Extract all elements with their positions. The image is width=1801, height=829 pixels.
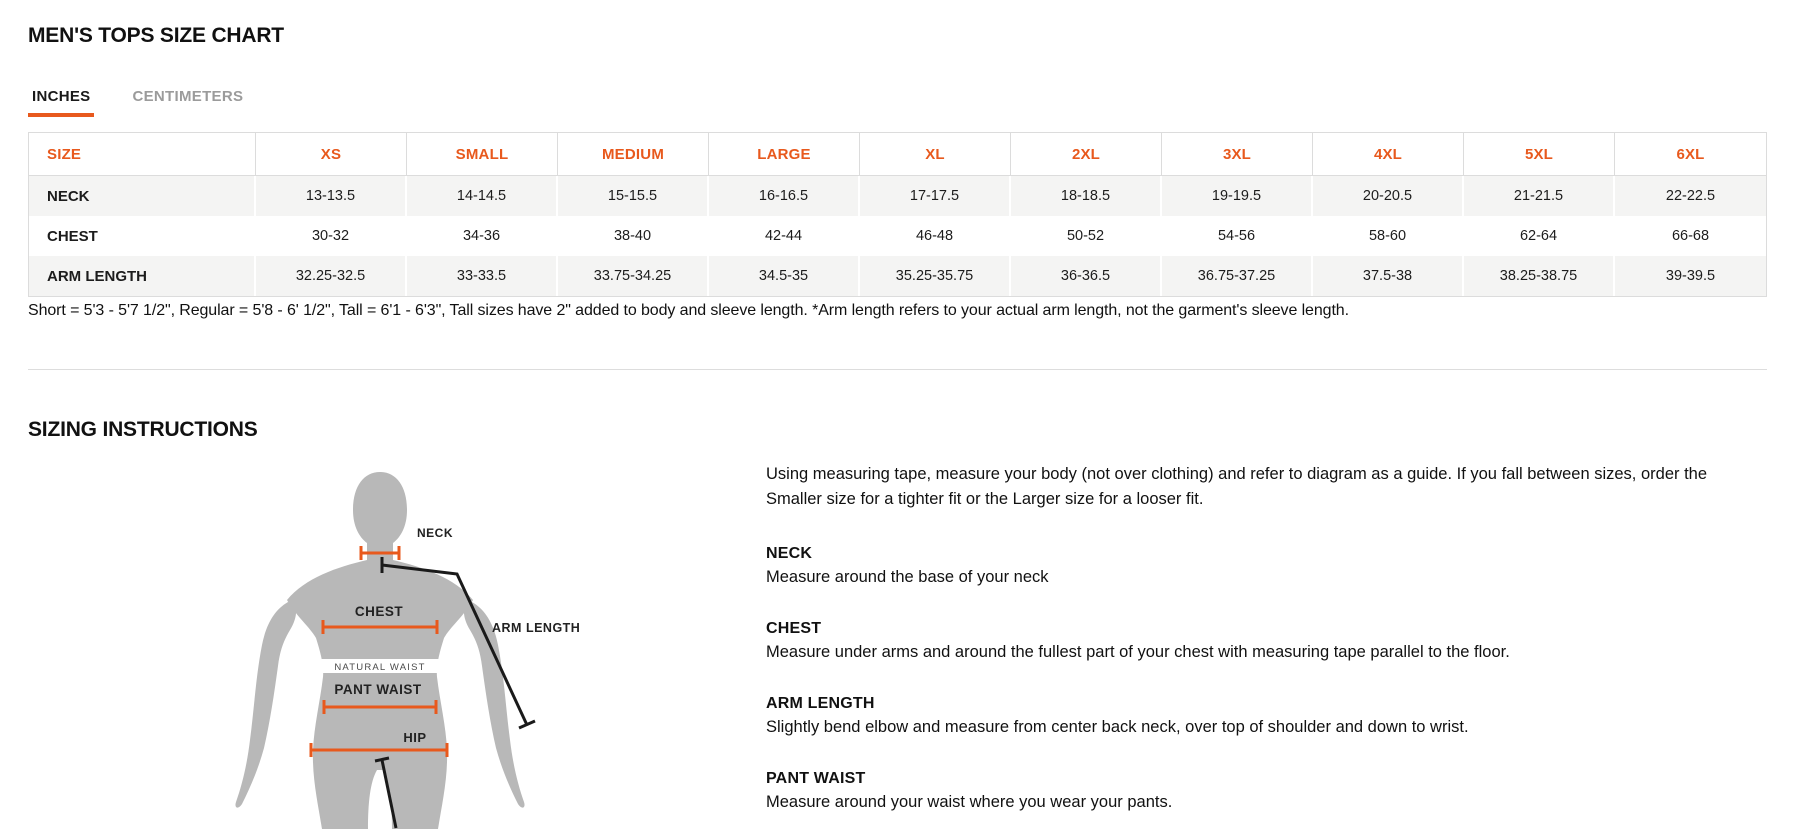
row-label-chest: CHEST — [29, 216, 256, 256]
tab-centimeters[interactable]: CENTIMETERS — [132, 88, 244, 105]
table-row-arm-length — [29, 256, 1766, 296]
instruction-section-pant-waist — [766, 770, 1766, 812]
instruction-text: Measure around the base of your neck — [766, 568, 1049, 586]
cell: 58-60 — [1313, 216, 1464, 256]
col-header-size: SIZE — [29, 133, 256, 176]
size-table-wrap — [28, 132, 1767, 297]
instruction-heading: ARM LENGTH — [766, 695, 875, 712]
cell: 46-48 — [860, 216, 1011, 256]
instruction-text: Slightly bend elbow and measure from center back neck, over top of shoulder and down to wrist. — [766, 718, 1469, 736]
col-header-small: SMALL — [407, 133, 558, 176]
cell: 14-14.5 — [407, 176, 558, 216]
cell: 36-36.5 — [1011, 256, 1162, 296]
cell: 32.25-32.5 — [256, 256, 407, 296]
col-header-6xl: 6XL — [1615, 133, 1766, 176]
cell: 54-56 — [1162, 216, 1313, 256]
body-measurement-diagram — [180, 470, 600, 829]
body-silhouette-figure — [180, 470, 600, 829]
cell: 34.5-35 — [709, 256, 860, 296]
cell: 34-36 — [407, 216, 558, 256]
diagram-label-chest: CHEST — [354, 604, 404, 619]
cell: 50-52 — [1011, 216, 1162, 256]
instruction-text: Measure around your waist where you wear your pants. — [766, 793, 1173, 811]
cell: 13-13.5 — [256, 176, 407, 216]
diagram-label-natural-waist: NATURAL WAIST — [334, 662, 426, 673]
cell: 19-19.5 — [1162, 176, 1313, 216]
cell: 22-22.5 — [1615, 176, 1766, 216]
cell: 62-64 — [1464, 216, 1615, 256]
cell: 42-44 — [709, 216, 860, 256]
cell: 38.25-38.75 — [1464, 256, 1615, 296]
sizing-intro-text: Using measuring tape, measure your body (not over clothing) and refer to diagram as a guide. If you fall between sizes, order the Smaller size for a tighter fit or the Larger size for a looser fit. — [766, 465, 1708, 508]
cell: 30-32 — [256, 216, 407, 256]
instruction-section-neck — [766, 545, 1766, 587]
size-footnote: Short = 5'3 - 5'7 1/2", Regular = 5'8 - 6' 1/2", Tall = 6'1 - 6'3", Tall sizes have 2" added to body and sleeve length. *Arm length refers to your actual arm length, not the garment's sleeve length. — [28, 302, 1349, 319]
table-row-neck — [29, 176, 1766, 216]
row-label-neck: NECK — [29, 176, 256, 216]
cell: 20-20.5 — [1313, 176, 1464, 216]
col-header-2xl: 2XL — [1011, 133, 1162, 176]
col-header-5xl: 5XL — [1464, 133, 1615, 176]
cell: 38-40 — [558, 216, 709, 256]
page-title: MEN'S TOPS SIZE CHART — [28, 24, 284, 47]
unit-tabs — [28, 88, 247, 117]
table-row-chest — [29, 216, 1766, 256]
tab-inches[interactable]: INCHES — [28, 88, 94, 117]
cell: 35.25-35.75 — [860, 256, 1011, 296]
instruction-section-arm-length — [766, 695, 1766, 737]
table-header-row — [29, 133, 1766, 176]
instruction-section-chest — [766, 620, 1766, 662]
cell: 39-39.5 — [1615, 256, 1766, 296]
cell: 37.5-38 — [1313, 256, 1464, 296]
cell: 66-68 — [1671, 228, 1710, 244]
cell: 18-18.5 — [1011, 176, 1162, 216]
row-label-arm-length: ARM LENGTH — [29, 256, 256, 296]
section-divider — [28, 369, 1767, 370]
cell: 21-21.5 — [1464, 176, 1615, 216]
cell: 17-17.5 — [860, 176, 1011, 216]
instruction-heading: PANT WAIST — [766, 770, 866, 787]
cell: 16-16.5 — [709, 176, 860, 216]
instruction-heading: CHEST — [766, 620, 822, 637]
diagram-label-pant-waist: PANT WAIST — [334, 682, 422, 697]
col-header-4xl: 4XL — [1313, 133, 1464, 176]
sizing-instructions-title: SIZING INSTRUCTIONS — [28, 418, 258, 441]
diagram-label-arm-length: ARM LENGTH — [492, 621, 581, 635]
col-header-xs: XS — [256, 133, 407, 176]
diagram-label-hip: HIP — [403, 730, 427, 745]
left-arm-shape — [235, 602, 296, 808]
col-header-medium: MEDIUM — [558, 133, 709, 176]
cell: 33-33.5 — [407, 256, 558, 296]
sizing-instructions-column — [766, 462, 1766, 812]
cell: 36.75-37.25 — [1162, 256, 1313, 296]
instruction-heading: NECK — [766, 545, 813, 562]
col-header-large: LARGE — [709, 133, 860, 176]
diagram-label-neck: NECK — [417, 526, 454, 540]
instruction-text: Measure under arms and around the fullest part of your chest with measuring tape parallel to the floor. — [766, 643, 1510, 661]
cell: 15-15.5 — [558, 176, 709, 216]
cell: 33.75-34.25 — [558, 256, 709, 296]
col-header-xl: XL — [860, 133, 1011, 176]
size-table — [28, 132, 1767, 297]
col-header-3xl: 3XL — [1162, 133, 1313, 176]
